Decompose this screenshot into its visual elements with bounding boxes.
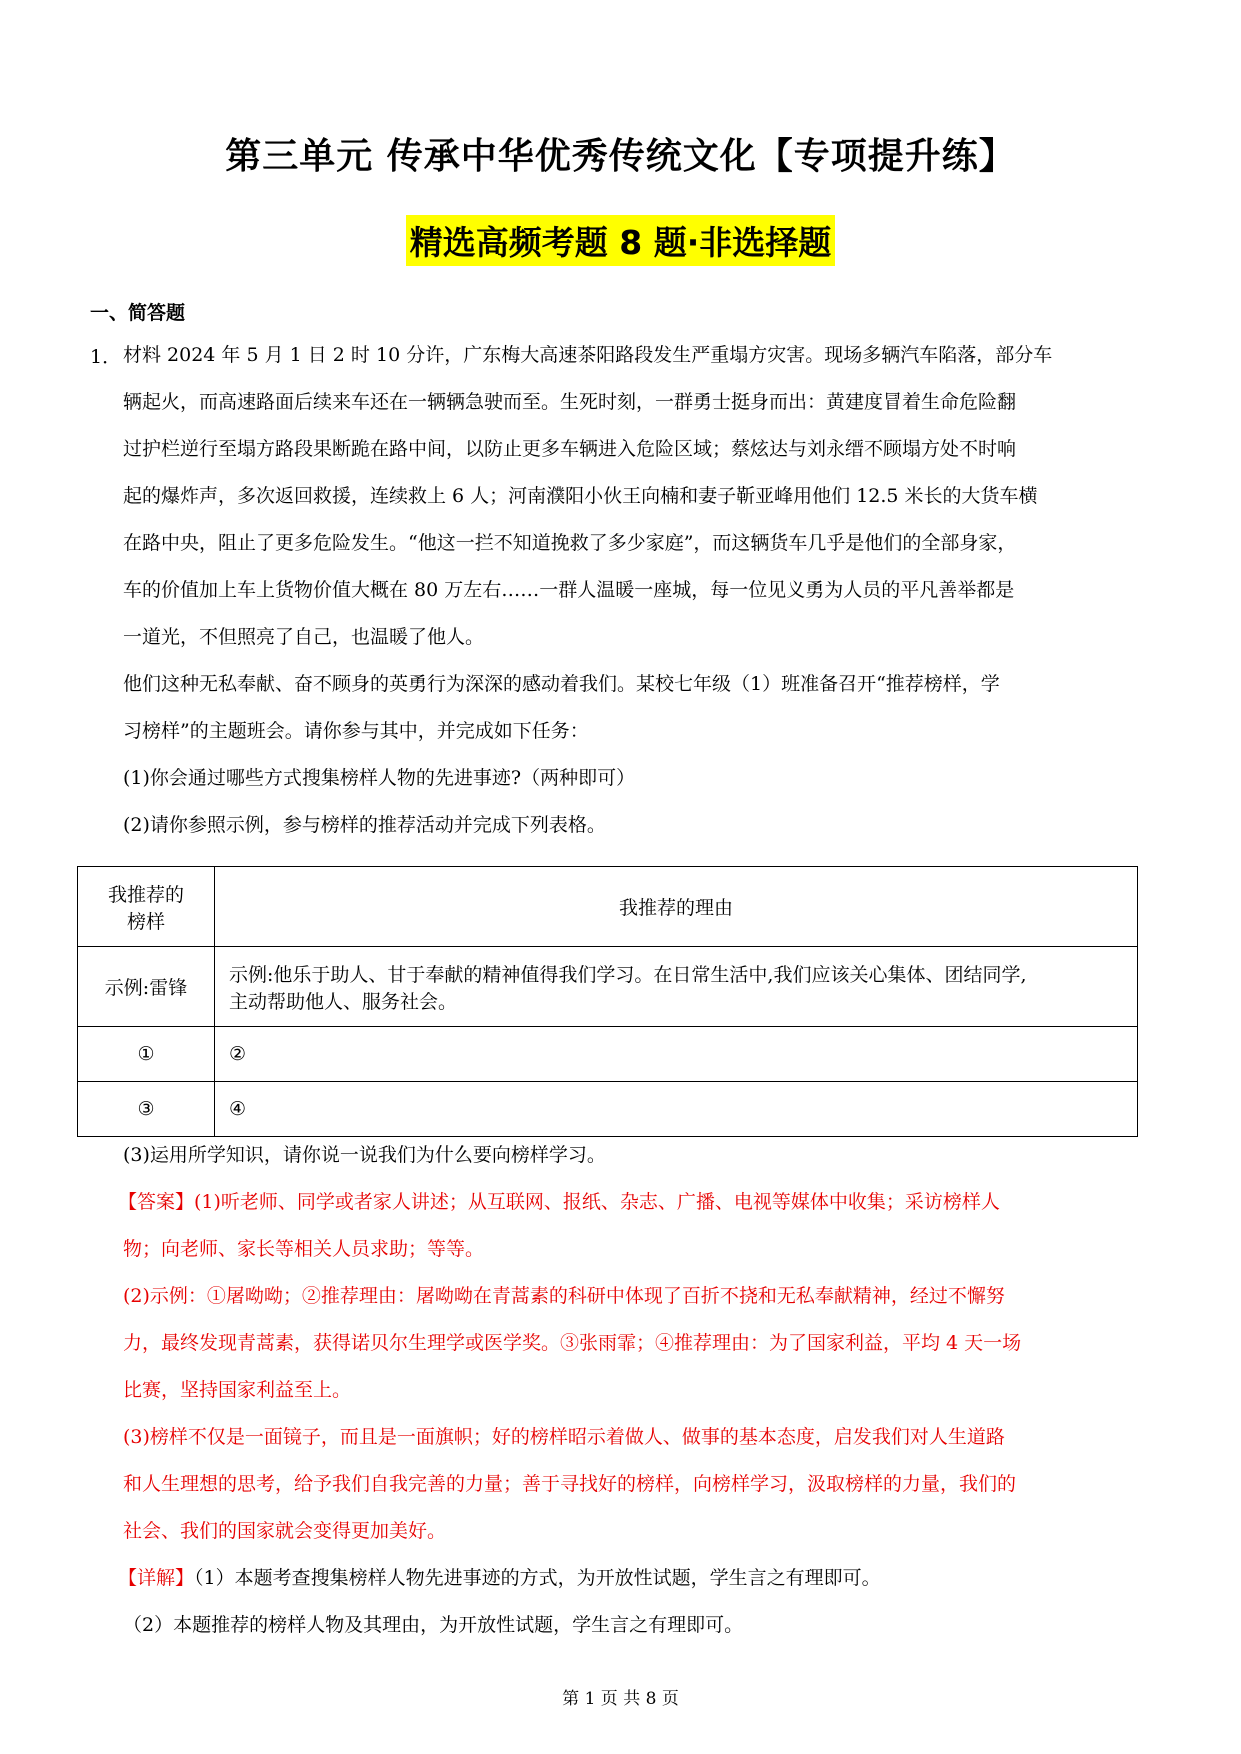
header-text: 榜样 [126,910,165,933]
header-text: 我推荐的 [107,883,184,906]
table-cell: ② [215,1027,1138,1082]
table-row [78,1082,1138,1137]
answer-text: (1)听老师、同学或者家人讲述；从互联网、报纸、杂志、广播、电视等媒体中收集；采访榜样人 [194,1191,1000,1213]
cell-text: 主动帮助他人、服务社会。 [229,990,458,1013]
answer-line: 物；向老师、家长等相关人员求助；等等。 [123,1238,485,1260]
explanation-line [118,1565,881,1591]
task-line: (2)请你参照示例，参与榜样的推荐活动并完成下列表格。 [123,814,606,836]
answer-line: 社会、我们的国家就会变得更加美好。 [123,1520,447,1542]
answer-line: 力，最终发现青蒿素，获得诺贝尔生理学或医学奖。③张雨霏；④推荐理由：为了国家利益，平均 4 天一场 [123,1332,1022,1354]
material-line: 辆起火，而高速路面后续来车还在一辆辆急驶而至。生死时刻，一群勇士挺身而出：黄建度冒着生命危险翻 [123,391,1017,413]
table-row [78,947,1138,1027]
answer-line: 比赛，坚持国家利益至上。 [123,1379,352,1401]
material-line: 在路中央，阻止了更多危险发生。“他这一拦不知道挽救了多少家庭”，而这辆货车几乎是他们的全部身家， [123,532,1017,554]
table-cell: ④ [215,1082,1138,1137]
task-line: 他们这种无私奉献、奋不顾身的英勇行为深深的感动着我们。某校七年级（1）班准备召开“推荐榜样，学 [123,673,1000,695]
material-line: 车的价值加上车上货物价值大概在 80 万左右……一群人温暖一座城，每一位见义勇为人员的平凡善举都是 [123,579,1015,601]
subtitle-container [0,215,1241,266]
task-line: 习榜样”的主题班会。请你参与其中，并完成如下任务： [123,720,589,742]
table-cell [215,947,1138,1027]
section-heading: 一、简答题 [90,302,186,324]
answer-line [118,1189,1000,1215]
material-line: 材料 2024 年 5 月 1 日 2 时 10 分许，广东梅大高速茶阳路段发生严重塌方灾害。现场多辆汽车陷落，部分车 [123,344,1053,366]
cell-text: 示例:他乐于助人、甘于奉献的精神值得我们学习。在日常生活中,我们应该关心集体、团结同学, [229,963,1027,986]
table-header-row [78,867,1138,947]
material-line: 一道光，不但照亮了自己，也温暖了他人。 [123,626,485,648]
question-number: 1． [90,346,122,368]
material-line: 过护栏逆行至塌方路段果断跪在路中间，以防止更多车辆进入危险区域；蔡炫达与刘永缙不顾塌方处不时响 [123,438,1017,460]
answer-label: 【答案】 [118,1191,195,1213]
material-line: 起的爆炸声，多次返回救援，连续救上 6 人；河南濮阳小伙王向楠和妻子靳亚峰用他们 12.5 米长的大货车横 [123,485,1038,507]
task-line: (3)运用所学知识，请你说一说我们为什么要向榜样学习。 [123,1144,606,1166]
explanation-text: （1）本题考查搜集榜样人物先进事迹的方式，为开放性试题，学生言之有理即可。 [194,1567,881,1589]
table-cell: ① [78,1027,215,1082]
recommendation-table [77,866,1138,1137]
explanation-line: （2）本题推荐的榜样人物及其理由，为开放性试题，学生言之有理即可。 [123,1614,744,1636]
answer-line: (2)示例：①屠呦呦；②推荐理由：屠呦呦在青蒿素的科研中体现了百折不挠和无私奉献精神，经过不懈努 [123,1285,1005,1307]
table-cell: ③ [78,1082,215,1137]
table-header-cell: 我推荐的理由 [215,867,1138,947]
table-row [78,1027,1138,1082]
task-line: (1)你会通过哪些方式搜集榜样人物的先进事迹?（两种即可） [123,767,636,789]
answer-line: 和人生理想的思考，给予我们自我完善的力量；善于寻找好的榜样，向榜样学习，汲取榜样的力量，我们的 [123,1473,1017,1495]
page-subtitle: 精选高频考题 8 题·非选择题 [406,215,835,266]
answer-line: (3)榜样不仅是一面镜子，而且是一面旗帜；好的榜样昭示着做人、做事的基本态度，启发我们对人生道路 [123,1426,1005,1448]
page-title: 第三单元 传承中华优秀传统文化【专项提升练】 [225,136,1016,177]
explanation-label: 【详解】 [118,1567,195,1589]
table-cell: 示例:雷锋 [78,947,215,1027]
table-header-cell [78,867,215,947]
page-footer: 第 1 页 共 8 页 [562,1689,679,1709]
